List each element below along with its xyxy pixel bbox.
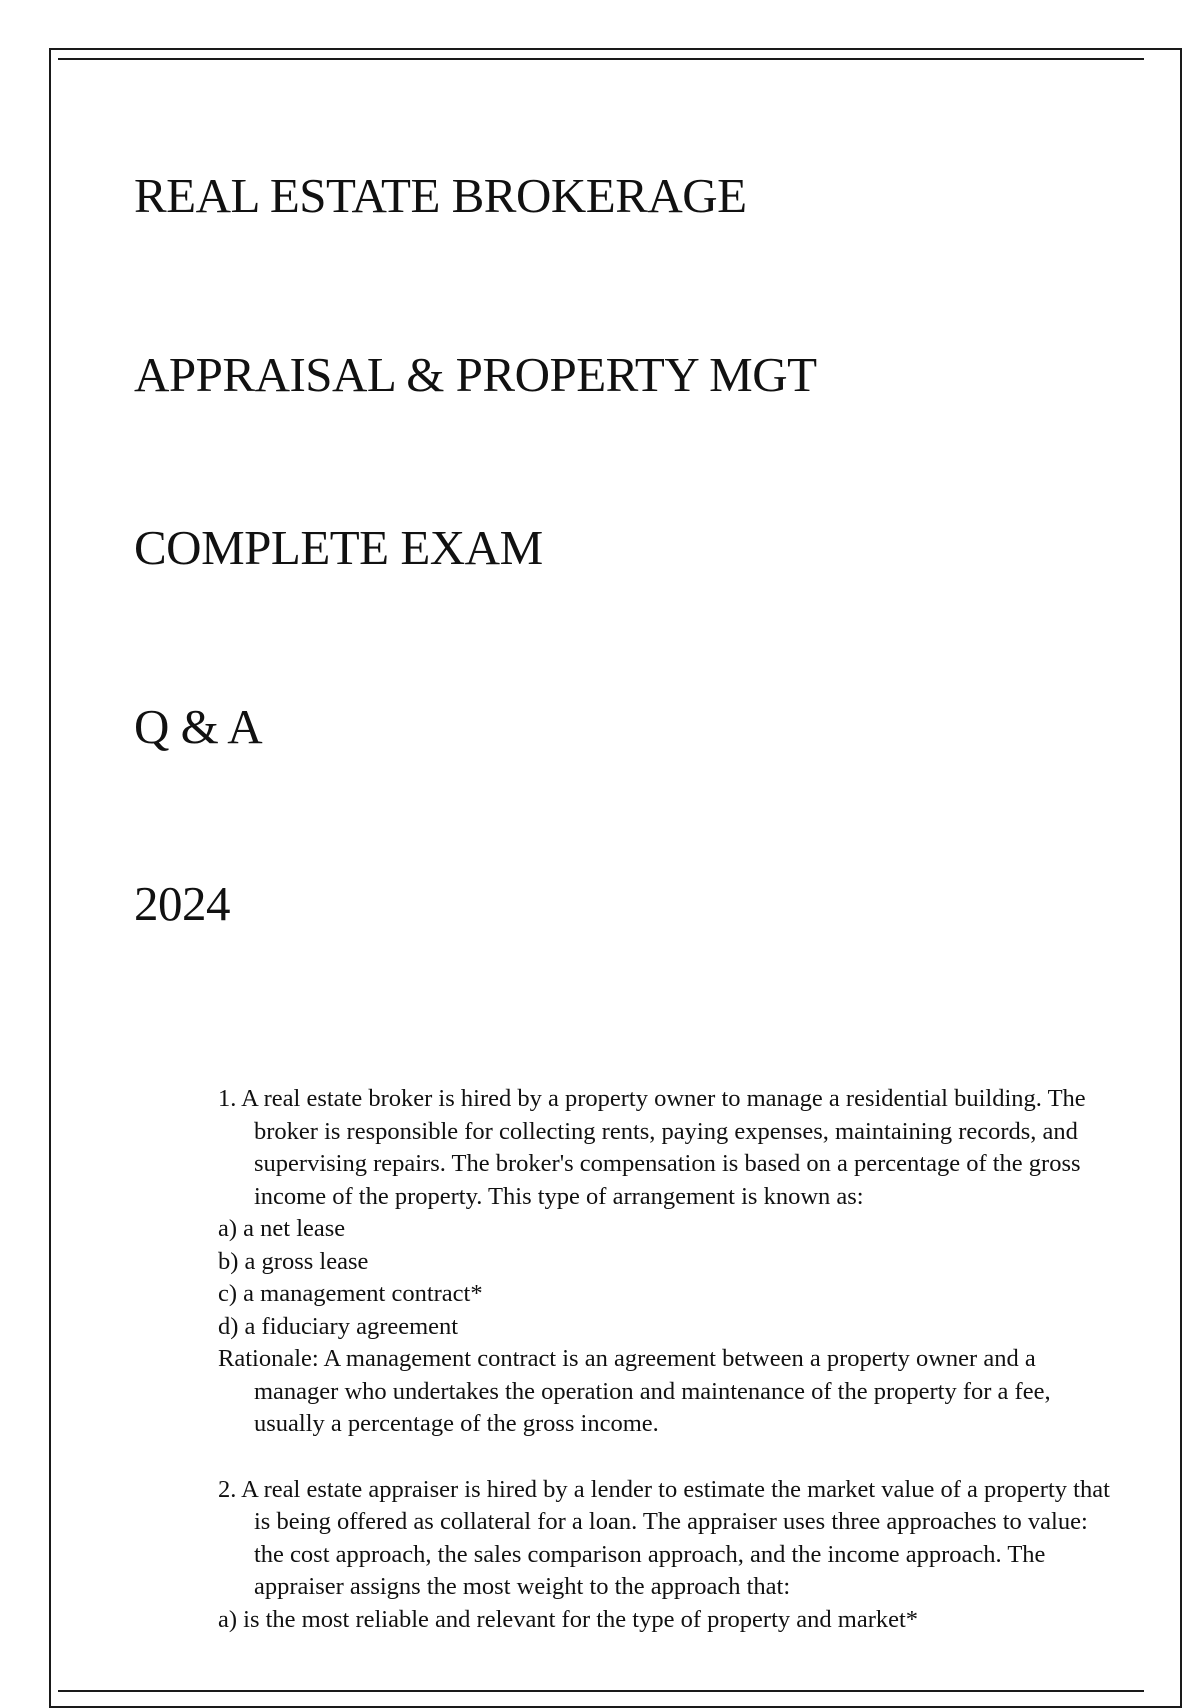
question-1-stem: 1. A real estate broker is hired by a property owner to manage a residential building. The broker is responsible for collecting rents, paying expenses, maintaining records, and supervising repairs. The broker's compensation is based on a percentage of the gross income of the property. This type of arrangement is known as: [218, 1085, 1086, 1210]
title-line-3: COMPLETE EXAM [134, 520, 543, 575]
question-2-stem: 2. A real estate appraiser is hired by a lender to estimate the market value of a property that is being offered as collateral for a loan. The appraiser uses three approaches to value: the cost approach, the sales comparison approach, and the income approach. The appraiser assigns the most weight to the approach that: [218, 1475, 1110, 1600]
question-1-option-c: c) a management contract* [218, 1280, 483, 1307]
question-1 [218, 1083, 1118, 1441]
question-1-rationale: Rationale: A management contract is an agreement between a property owner and a manager who undertakes the operation and maintenance of the property for a fee, usually a percentage of the gross income. [218, 1345, 1051, 1437]
title-line-2: APPRAISAL & PROPERTY MGT [134, 347, 817, 402]
question-1-option-a: a) a net lease [218, 1215, 346, 1242]
question-2-option-a: a) is the most reliable and relevant for the type of property and market* [218, 1605, 919, 1633]
question-spacer [218, 1441, 1118, 1474]
title-line-1: REAL ESTATE BROKERAGE [134, 168, 747, 223]
title-line-4: Q & A [134, 699, 263, 754]
question-1-option-b: b) a gross lease [218, 1247, 369, 1275]
title-line-5: 2024 [134, 876, 230, 931]
bottom-rule [58, 1690, 1144, 1692]
question-1-option-d: d) a fiduciary agreement [218, 1312, 459, 1340]
question-list [218, 1083, 1118, 1636]
question-2 [218, 1474, 1118, 1637]
top-rule [58, 58, 1144, 60]
